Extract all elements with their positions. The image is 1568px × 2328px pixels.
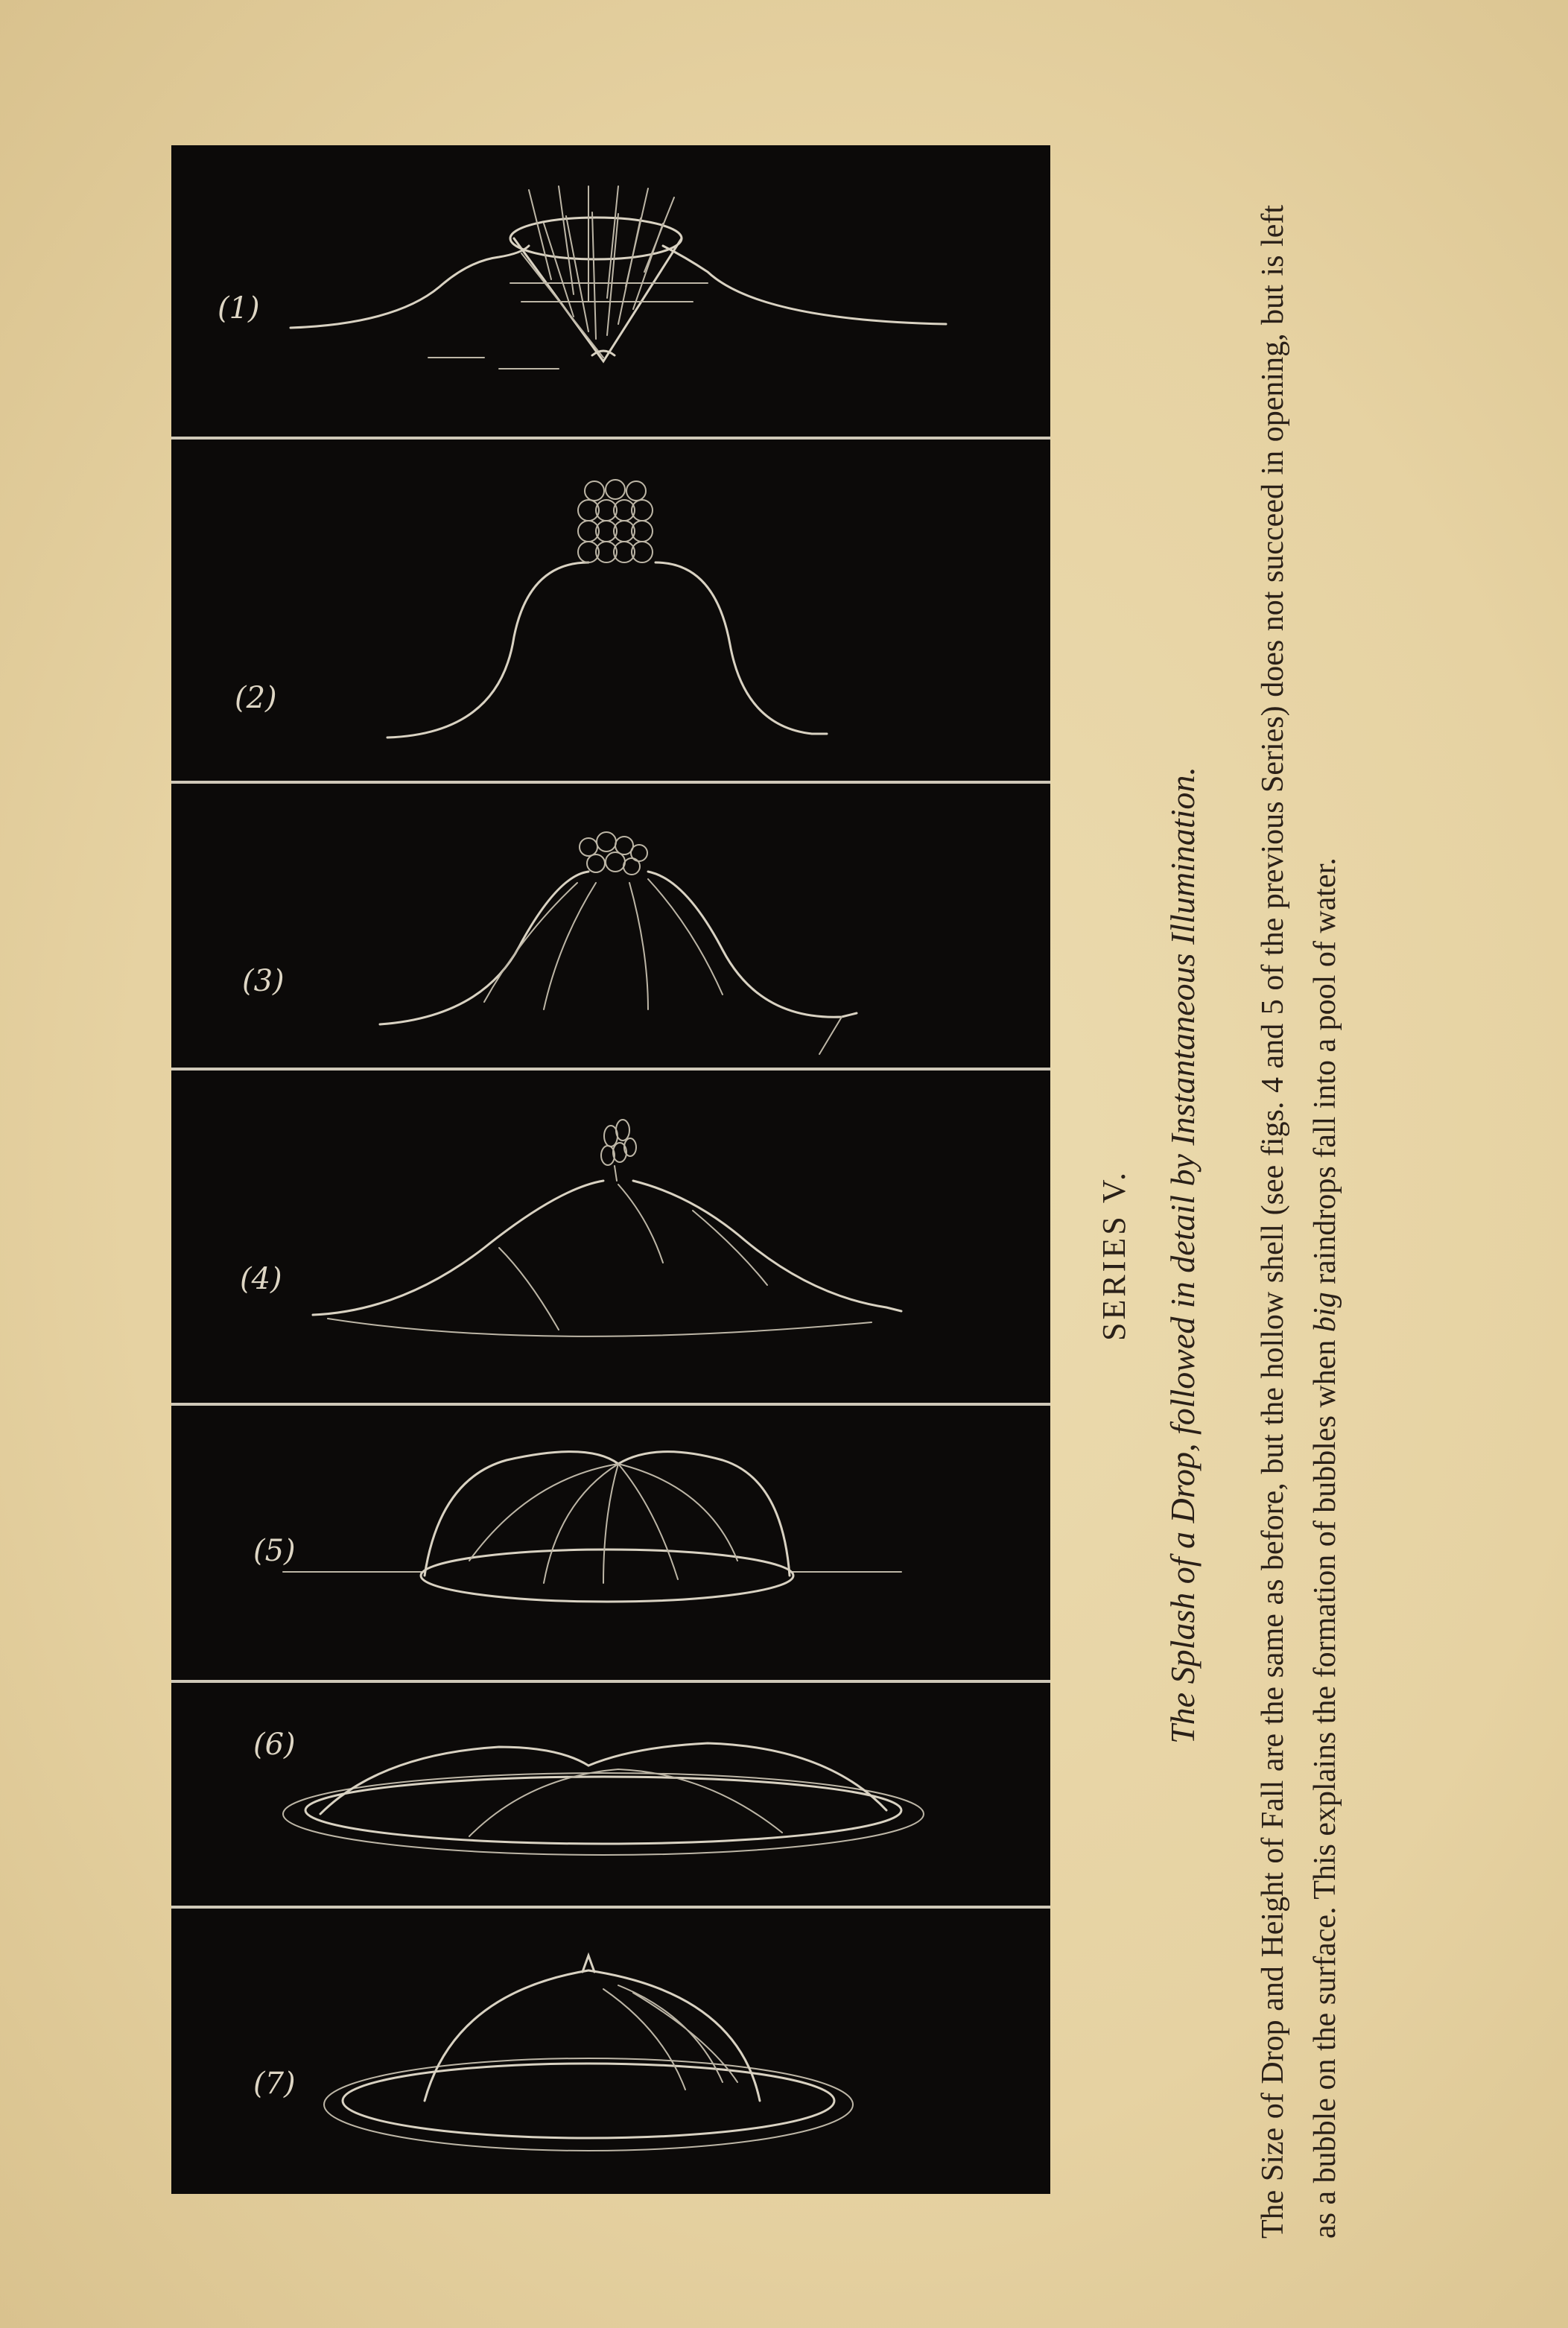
figure-3-label: (3) <box>242 964 285 998</box>
splash-figures-drawing <box>171 145 1050 2194</box>
series-title: SERIES V. <box>1096 1170 1132 1342</box>
figure-2-column-drawing <box>387 480 827 738</box>
plate-description <box>1247 205 1351 2239</box>
figure-6-ripple-drawing <box>283 1743 924 1855</box>
figure-1-crater-drawing <box>291 186 946 369</box>
figure-4-label: (4) <box>240 1262 282 1296</box>
description-text-end: raindrops fall into a pool of water. <box>1308 857 1342 1293</box>
illustration-plate <box>171 145 1050 2194</box>
figure-4-mound-drawing <box>313 1120 901 1336</box>
plate-subtitle: The Splash of a Drop, followed in detail by Instantaneous Illumination. <box>1164 767 1202 1744</box>
plate-caption <box>1058 183 1564 2328</box>
description-text-start: The Size of Drop and Height of Fall are the same as before, but the hollow shell (see figs. 4 and 5 of the previous Series) does not succeed in opening, but is left as a bubble on the surface. This explains the formation of bubbles when <box>1256 205 1342 2239</box>
figure-5-label: (5) <box>253 1534 296 1568</box>
figure-7-label: (7) <box>253 2067 296 2101</box>
figure-6-label: (6) <box>253 1728 296 1762</box>
description-emphasis: big <box>1308 1292 1342 1333</box>
panel-dividers <box>171 438 1050 1907</box>
figure-3-dome-drawing <box>380 832 857 1054</box>
figure-2-label: (2) <box>235 681 277 715</box>
figure-1-label: (1) <box>218 291 260 326</box>
figure-5-shell-drawing <box>283 1452 901 1602</box>
figure-7-bubble-drawing <box>324 1956 853 2151</box>
